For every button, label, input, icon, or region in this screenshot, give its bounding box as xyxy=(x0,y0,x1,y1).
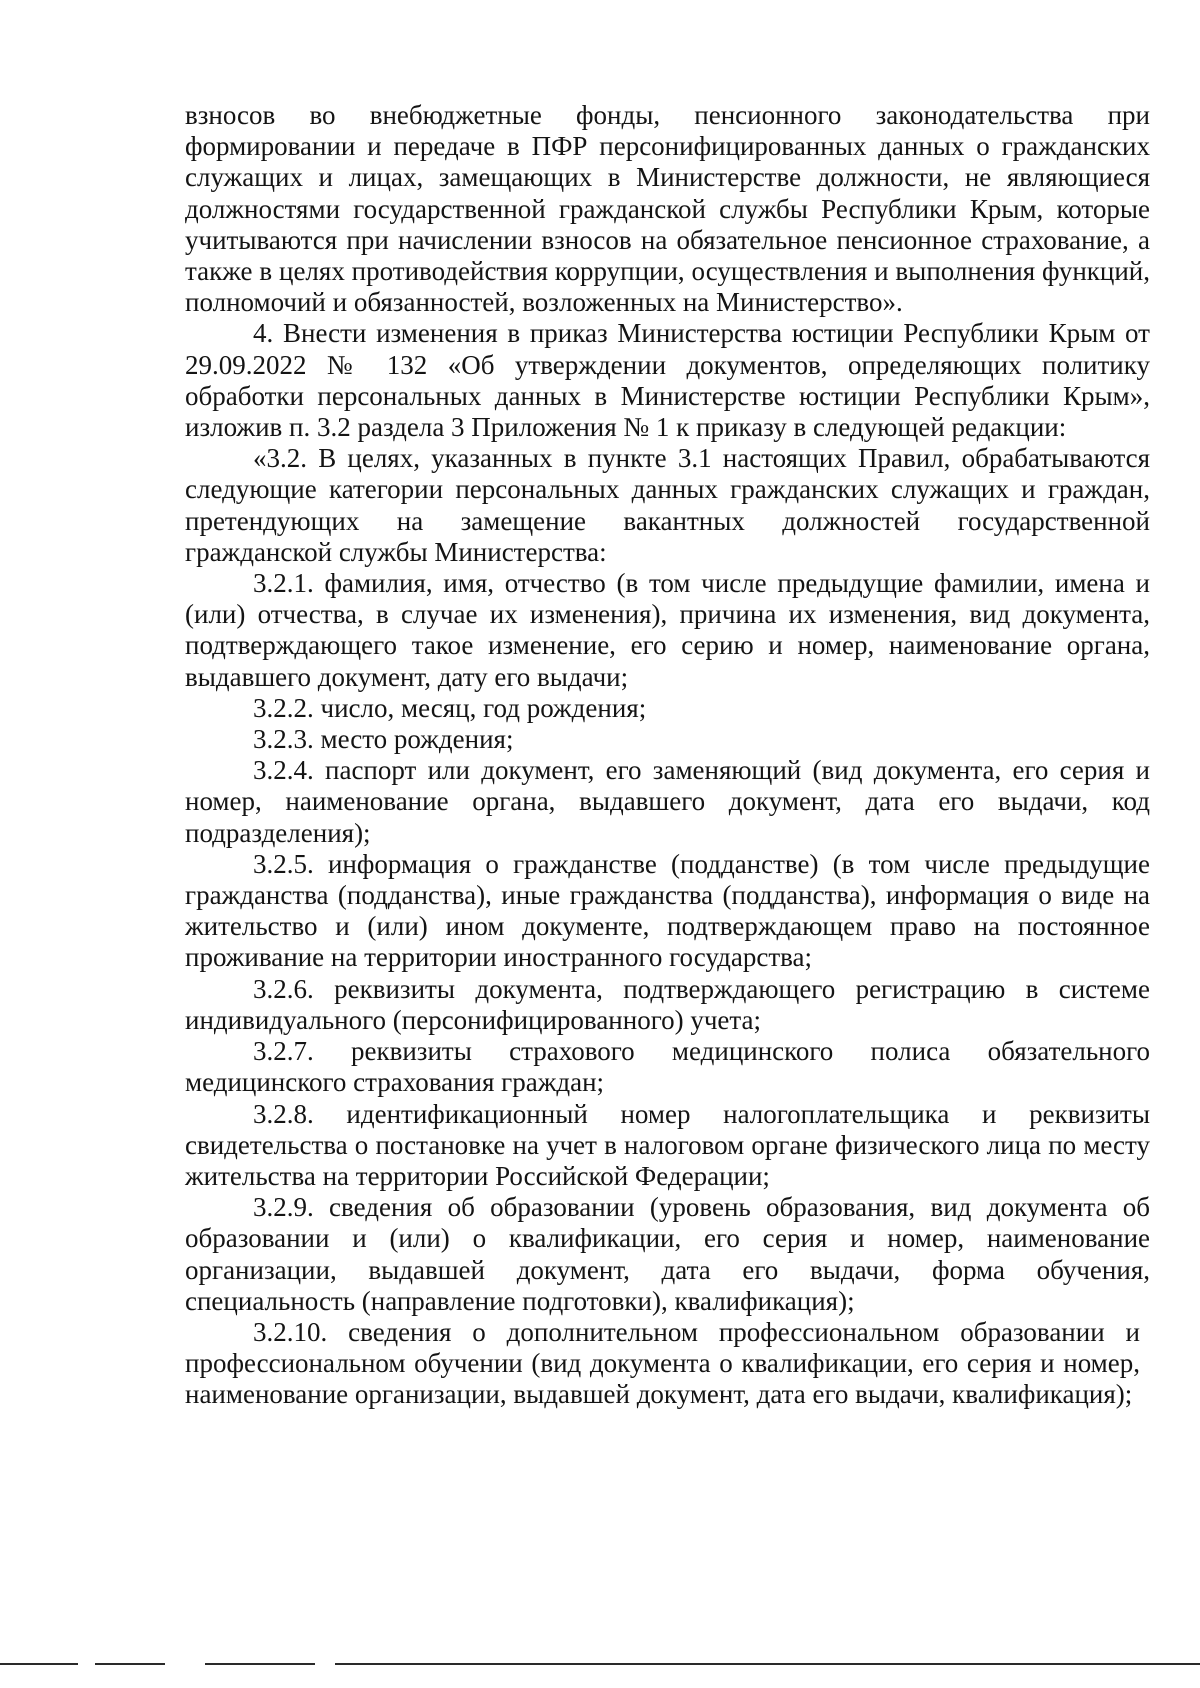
paragraph-3-2-9: 3.2.9. сведения об образовании (уровень образования, вид документа об образовании и (или) о квалификации, его серия и номер, наименование организации, выдавшей документ, дата его выдачи, форма обучения, специальность (направление подготовки), квалификация); xyxy=(185,1192,1150,1316)
paragraph-3-2-10: 3.2.10. сведения о дополнительном профессиональном образовании и профессиональном обучении (вид документа о квалификации, его серия и номер, наименование организации, выдавшей документ, дата его выдачи, квалификация); xyxy=(185,1316,1140,1410)
paragraph-3-2-6: 3.2.6. реквизиты документа, подтверждающего регистрацию в системе индивидуального (персонифицированного) учета; xyxy=(185,973,1150,1035)
footer-rule-segment xyxy=(95,1663,165,1665)
paragraph-3-2-7: 3.2.7. реквизиты страхового медицинского полиса обязательного медицинского страхования граждан; xyxy=(185,1036,1150,1098)
paragraph-contributions-continuation: взносов во внебюджетные фонды, пенсионного законодательства при формировании и передаче в ПФР персонифицированных данных о гражданских служащих и лицах, замещающих в Министерстве должности, не являющиеся должностями государственной гражданской службы Республики Крым, которые учитываются при начислении взносов на обязательное пенсионное страхование, а также в целях противодействия коррупции, осуществления и выполнения функций, полномочий и обязанностей, возложенных на Министерство». xyxy=(185,100,1150,318)
document-page xyxy=(185,100,1150,1411)
paragraph-3-2-4: 3.2.4. паспорт или документ, его заменяющий (вид документа, его серия и номер, наименование органа, выдавшего документ, дата его выдачи, код подразделения); xyxy=(185,755,1150,848)
paragraph-3-2-1: 3.2.1. фамилия, имя, отчество (в том числе предыдущие фамилии, имена и (или) отчества, в случае их изменения), причина их изменения, вид документа, подтверждающего такое изменение, его серию и номер, наименование органа, выдавшего документ, дату его выдачи; xyxy=(185,568,1150,692)
paragraph-item-4: 4. Внести изменения в приказ Министерства юстиции Республики Крым от 29.09.2022 № 132 «Об утверждении документов, определяющих политику обработки персональных данных в Министерстве юстиции Республики Крым», изложив п. 3.2 раздела 3 Приложения № 1 к приказу в следующей редакции: xyxy=(185,318,1150,443)
footer-rule-segment xyxy=(205,1663,315,1665)
footer-rule-segment xyxy=(335,1663,1200,1665)
paragraph-3-2: «3.2. В целях, указанных в пункте 3.1 настоящих Правил, обрабатываются следующие категории персональных данных гражданских служащих и граждан, претендующих на замещение вакантных должностей государственной гражданской службы Министерства: xyxy=(185,443,1150,567)
paragraph-3-2-2: 3.2.2. число, месяц, год рождения; xyxy=(253,692,647,723)
paragraph-3-2-3: 3.2.3. место рождения; xyxy=(253,724,514,755)
paragraph-3-2-5: 3.2.5. информация о гражданстве (подданстве) (в том числе предыдущие гражданства (подданства), иные гражданства (подданства), информация о виде на жительство и (или) ином документе, подтверждающем право на постоянное проживание на территории иностранного государства; xyxy=(185,848,1150,973)
footer-rule-segment xyxy=(0,1663,78,1665)
paragraph-3-2-8: 3.2.8. идентификационный номер налогоплательщика и реквизиты свидетельства о постановке на учет в налоговом органе физического лица по месту жительства на территории Российской Федерации; xyxy=(185,1098,1150,1191)
